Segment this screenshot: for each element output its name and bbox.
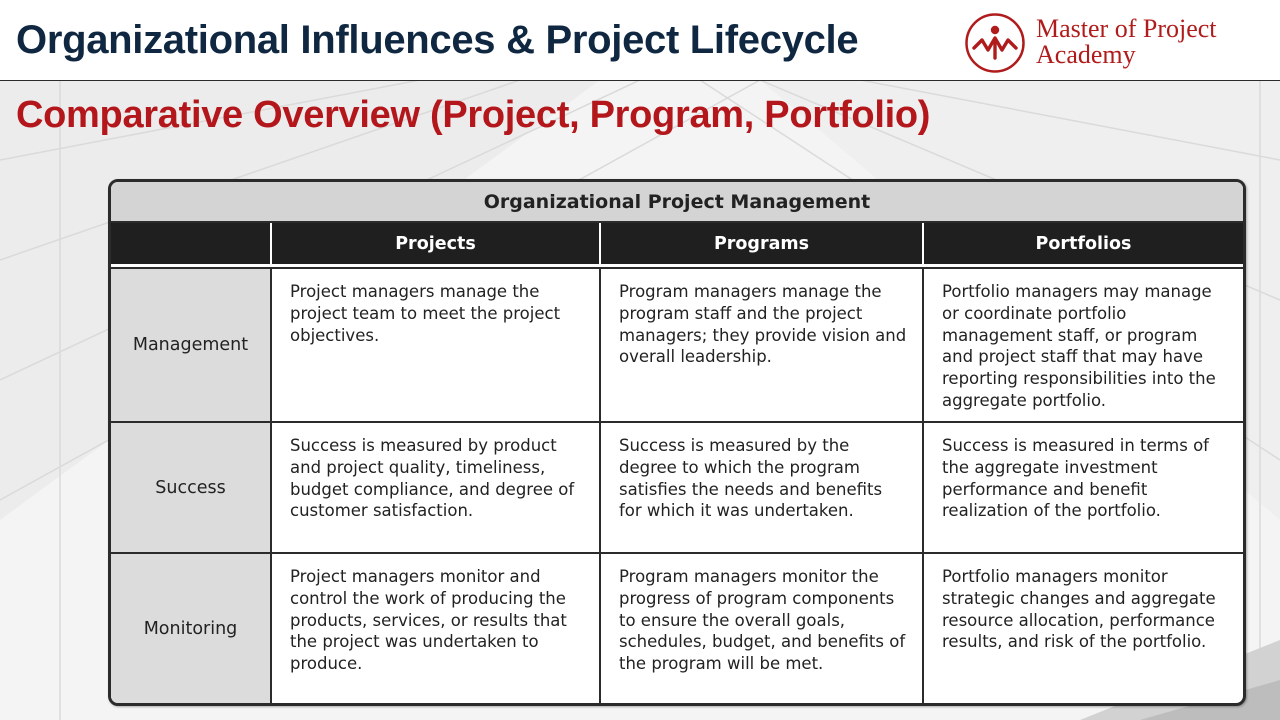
row-label-management: Management (111, 268, 271, 422)
column-header-projects: Projects (271, 222, 600, 264)
cell-management-programs: Program managers manage the program staff and the project managers; they provide vision and overall leadership. (600, 268, 923, 422)
academy-logo (964, 12, 1270, 74)
table-row-monitoring (111, 553, 1243, 703)
cell-monitoring-projects: Project managers monitor and control the work of producing the products, services, or results that the project was undertaken to produce. (271, 553, 600, 703)
column-header-programs: Programs (600, 222, 923, 264)
cell-management-portfolios: Portfolio managers may manage or coordinate portfolio management staff, or program and project staff that may have reporting responsibilities into the aggregate portfolio. (923, 268, 1243, 422)
header-divider (0, 80, 1280, 81)
table-row-success (111, 422, 1243, 553)
table-row-management (111, 268, 1243, 422)
cell-monitoring-programs: Program managers monitor the progress of program components to ensure the overall goals, schedules, budget, and benefits of the program will be met. (600, 553, 923, 703)
corner-header (111, 222, 271, 264)
row-label-monitoring: Monitoring (111, 553, 271, 703)
slide-header (0, 0, 1280, 80)
comparison-table (108, 179, 1246, 706)
slide-subtitle: Comparative Overview (Project, Program, Portfolio) (16, 94, 931, 136)
academy-logo-text (1036, 16, 1217, 68)
logo-line-2: Academy (1036, 40, 1136, 69)
logo-line-1: Master of Project (1036, 14, 1217, 43)
cell-success-programs: Success is measured by the degree to which the program satisfies the needs and benefits for which it was undertaken. (600, 422, 923, 553)
cell-monitoring-portfolios: Portfolio managers monitor strategic changes and aggregate resource allocation, performance results, and risk of the portfolio. (923, 553, 1243, 703)
row-label-success: Success (111, 422, 271, 553)
slide-title: Organizational Influences & Project Lifecycle (16, 18, 859, 62)
opm-table (111, 182, 1243, 703)
cell-management-projects: Project managers manage the project team to meet the project objectives. (271, 268, 600, 422)
table-caption: Organizational Project Management (111, 182, 1243, 222)
column-header-portfolios: Portfolios (923, 222, 1243, 264)
cell-success-projects: Success is measured by product and project quality, timeliness, budget compliance, and degree of customer satisfaction. (271, 422, 600, 553)
cell-success-portfolios: Success is measured in terms of the aggregate investment performance and benefit realization of the portfolio. (923, 422, 1243, 553)
academy-logo-icon (964, 12, 1026, 74)
